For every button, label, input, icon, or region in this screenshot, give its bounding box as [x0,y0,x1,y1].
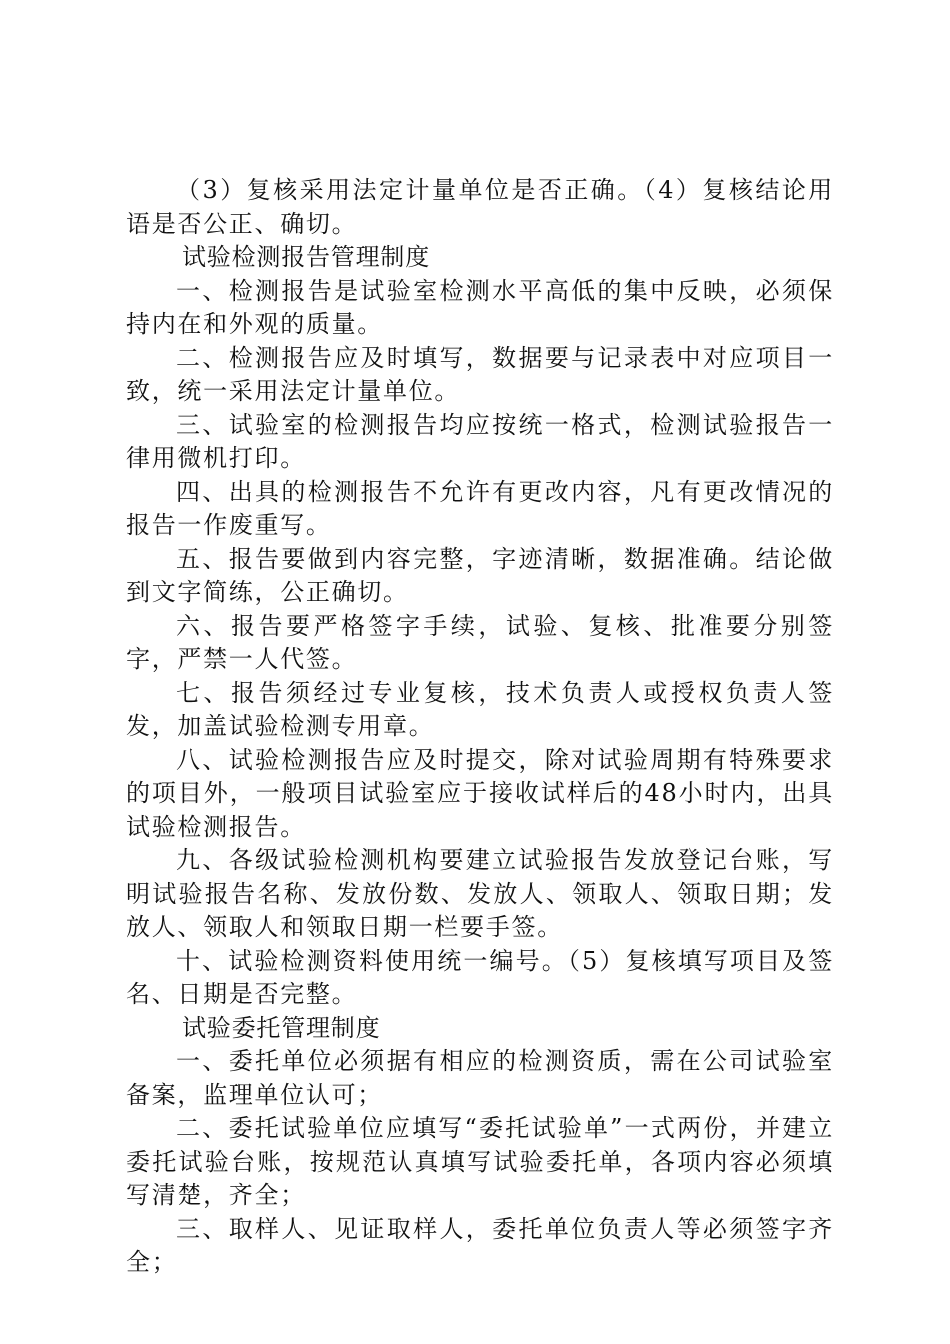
document-body [126,174,834,1280]
paragraph-report-rule-6: 六、报告要严格签字手续，试验、复核、批准要分别签字，严禁一人代签。 [126,611,834,673]
paragraph-report-rule-5: 五、报告要做到内容完整，字迹清晰，数据准确。结论做到文字简练，公正确切。 [126,544,834,606]
paragraph-report-rule-7: 七、报告须经过专业复核，技术负责人或授权负责人签发，加盖试验检测专用章。 [126,678,834,740]
paragraph-report-rule-4: 四、出具的检测报告不允许有更改内容，凡有更改情况的报告一作废重写。 [126,477,834,539]
paragraph-commission-rule-1: 一、委托单位必须据有相应的检测资质，需在公司试验室备案，监理单位认可； [126,1047,834,1109]
paragraph-report-rule-3: 三、试验室的检测报告均应按统一格式，检测试验报告一律用微机打印。 [126,410,834,472]
paragraph-commission-rule-3: 三、取样人、见证取样人，委托单位负责人等必须签字齐全； [126,1214,834,1276]
paragraph-report-rule-9: 九、各级试验检测机构要建立试验报告发放登记台账，写明试验报告名称、发放份数、发放人、领取人、领取日期；发放人、领取人和领取日期一栏要手签。 [126,846,834,941]
paragraph-report-rule-10: 十、试验检测资料使用统一编号。（5）复核填写项目及签名、日期是否完整。 [126,946,834,1008]
paragraph-report-rule-2: 二、检测报告应及时填写，数据要与记录表中对应项目一致，统一采用法定计量单位。 [126,343,834,405]
paragraph-report-rule-1: 一、检测报告是试验室检测水平高低的集中反映，必须保持内在和外观的质量。 [126,276,834,338]
paragraph-commission-rule-2: 二、委托试验单位应填写“委托试验单”一式两份，并建立委托试验台账，按规范认真填写试验委托单，各项内容必须填写清楚，齐全； [126,1114,834,1209]
section-heading-report-management: 试验检测报告管理制度 [182,243,430,271]
section-heading-commission-management: 试验委托管理制度 [182,1013,381,1042]
paragraph-review-units-conclusion: （3）复核采用法定计量单位是否正确。（4）复核结论用语是否公正、确切。 [126,176,834,238]
paragraph-report-rule-8: 八、试验检测报告应及时提交，除对试验周期有特殊要求的项目外，一般项目试验室应于接收试样后的48小时内，出具试验检测报告。 [126,745,834,841]
